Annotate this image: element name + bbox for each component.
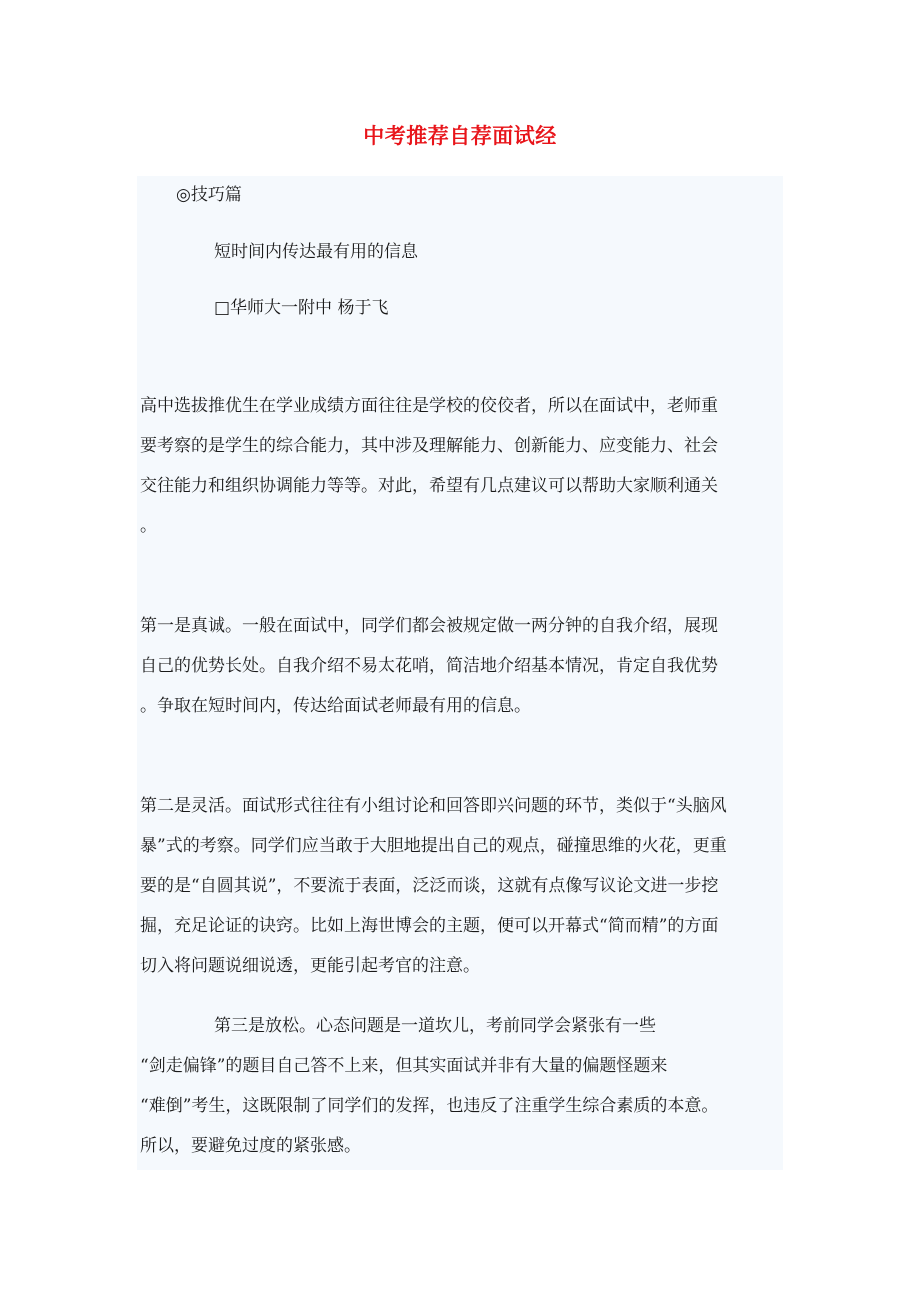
article-subtitle: 短时间内传达最有用的信息 (214, 242, 418, 262)
section-label: ◎技巧篇 (176, 185, 242, 205)
paragraph-flexibility-line: 暴”式的考察。同学们应当敢于大胆地提出自己的观点，碰撞思维的火花，更重 (140, 836, 727, 856)
paragraph-relaxation-line: “剑走偏锋”的题目自己答不上来，但其实面试并非有大量的偏题怪题来 (140, 1056, 668, 1076)
paragraph-sincerity-line: 第一是真诚。一般在面试中，同学们都会被规定做一两分钟的自我介绍，展现 (140, 616, 718, 636)
author-byline: □华师大一附中 杨于飞 (214, 298, 389, 318)
paragraph-intro-line: 高中选拔推优生在学业成绩方面往往是学校的佼佼者，所以在面试中，老师重 (140, 396, 718, 416)
paragraph-flexibility-line: 切入将问题说细说透，更能引起考官的注意。 (140, 956, 480, 976)
paragraph-sincerity-line: 。争取在短时间内，传达给面试老师最有用的信息。 (140, 696, 531, 716)
paragraph-intro-line: 。 (140, 516, 157, 536)
paragraph-flexibility-line: 第二是灵活。面试形式往往有小组讨论和回答即兴问题的环节，类似于“头脑风 (140, 796, 727, 816)
paragraph-relaxation-line: 所以，要避免过度的紧张感。 (140, 1136, 361, 1156)
paragraph-intro-line: 要考察的是学生的综合能力，其中涉及理解能力、创新能力、应变能力、社会 (140, 436, 718, 456)
paragraph-sincerity-line: 自己的优势长处。自我介绍不易太花哨，简洁地介绍基本情况，肯定自我优势 (140, 656, 718, 676)
page-title: 中考推荐自荐面试经 (363, 123, 557, 148)
paragraph-relaxation-line: “难倒”考生，这既限制了同学们的发挥，也违反了注重学生综合素质的本意。 (140, 1096, 719, 1116)
paragraph-intro-line: 交往能力和组织协调能力等等。对此，希望有几点建议可以帮助大家顺利通关 (140, 476, 718, 496)
paragraph-relaxation-line: 第三是放松。心态问题是一道坎儿，考前同学会紧张有一些 (214, 1016, 656, 1036)
paragraph-flexibility-line: 掘，充足论证的诀窍。比如上海世博会的主题，便可以开幕式“简而精”的方面 (140, 916, 719, 936)
paragraph-flexibility-line: 要的是“自圆其说”，不要流于表面，泛泛而谈，这就有点像写议论文进一步挖 (140, 876, 719, 896)
